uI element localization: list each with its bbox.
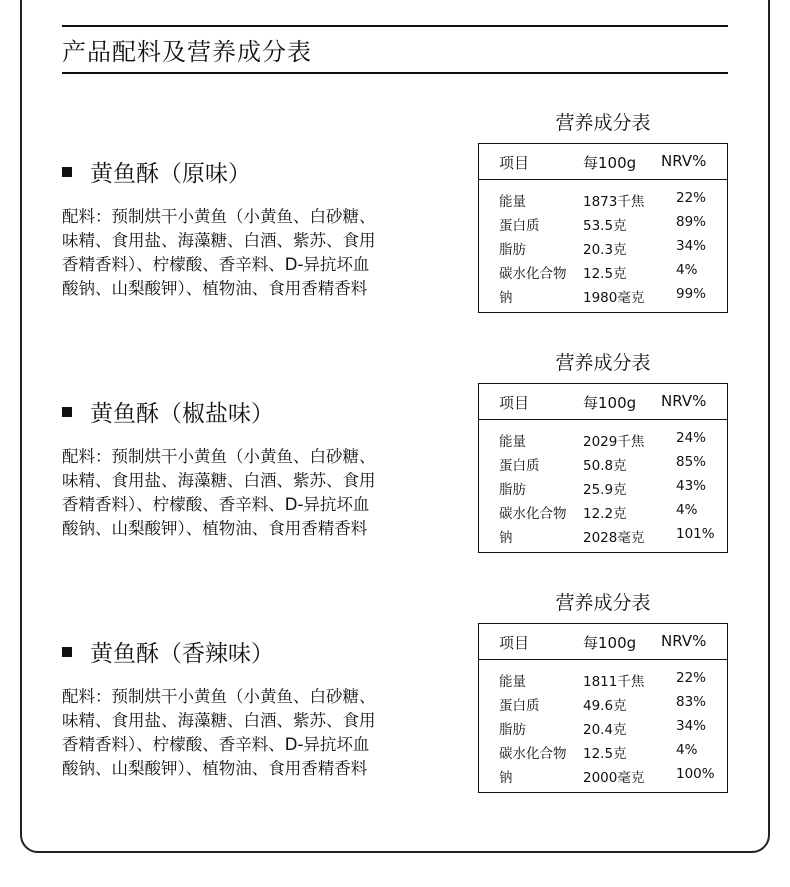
- row-nrv: 24%: [676, 430, 707, 446]
- product-name-text: 黄鱼酥（原味）: [90, 161, 251, 187]
- header-per100g: 每100g: [583, 154, 637, 172]
- nutrition-table-title: 营养成分表: [555, 592, 651, 614]
- row-nrv: 4%: [676, 742, 698, 758]
- row-item: 蛋白质: [499, 458, 540, 474]
- row-nrv: 34%: [676, 238, 707, 254]
- row-item: 能量: [499, 434, 526, 450]
- row-nrv: 101%: [676, 526, 715, 542]
- product-name: [62, 635, 274, 668]
- row-value: 12.5克: [583, 266, 627, 282]
- nutrition-table: [478, 623, 728, 793]
- header-nrv: NRV%: [661, 632, 707, 650]
- row-nrv: 43%: [676, 478, 707, 494]
- row-item: 脂肪: [499, 482, 526, 498]
- row-value: 25.9克: [583, 482, 627, 498]
- row-value: 20.3克: [583, 242, 627, 258]
- row-value: 53.5克: [583, 218, 627, 234]
- row-nrv: 85%: [676, 454, 707, 470]
- row-nrv: 4%: [676, 262, 698, 278]
- table-row: [479, 262, 727, 286]
- table-row: [479, 766, 727, 790]
- product-name: [62, 155, 251, 188]
- header-item: 项目: [499, 634, 530, 652]
- table-row: [479, 238, 727, 262]
- product-name-text: 黄鱼酥（椒盐味）: [90, 401, 274, 427]
- ingredients-text: 配料：预制烘干小黄鱼（小黄鱼、白砂糖、 味精、食用盐、海藻糖、白酒、紫苏、食用 香精香料）、柠檬酸、香辛料、D-异抗坏血 酸钠、山梨酸钾）、植物油、食用香精香料: [62, 687, 376, 778]
- product-name-text: 黄鱼酥（香辣味）: [90, 641, 274, 667]
- table-row: [479, 214, 727, 238]
- row-item: 碳水化合物: [499, 506, 567, 522]
- nutrition-table: [478, 383, 728, 553]
- row-item: 蛋白质: [499, 218, 540, 234]
- row-nrv: 99%: [676, 286, 707, 302]
- table-row: [479, 286, 727, 310]
- table-row: [479, 694, 727, 718]
- row-nrv: 100%: [676, 766, 715, 782]
- row-value: 12.5克: [583, 746, 627, 762]
- row-item: 碳水化合物: [499, 266, 567, 282]
- row-nrv: 83%: [676, 694, 707, 710]
- nutrition-table: [478, 143, 728, 313]
- product-name: [62, 395, 274, 428]
- table-row: [479, 742, 727, 766]
- row-value: 20.4克: [583, 722, 627, 738]
- row-value: 1873千焦: [583, 194, 645, 210]
- header-per100g: 每100g: [583, 394, 637, 412]
- table-row: [479, 430, 727, 454]
- header-top-rule: [62, 25, 728, 27]
- header-per100g: 每100g: [583, 634, 637, 652]
- page-title: 产品配料及营养成分表: [62, 38, 312, 66]
- bullet-square-icon: [62, 167, 72, 177]
- row-nrv: 34%: [676, 718, 707, 734]
- nutrition-table-header: [479, 144, 727, 180]
- row-nrv: 89%: [676, 214, 707, 230]
- row-item: 碳水化合物: [499, 746, 567, 762]
- header-bottom-rule: [62, 72, 728, 74]
- row-value: 1811千焦: [583, 674, 645, 690]
- nutrition-table-title: 营养成分表: [555, 352, 651, 374]
- row-item: 能量: [499, 194, 526, 210]
- header-nrv: NRV%: [661, 392, 707, 410]
- row-item: 钠: [499, 770, 513, 786]
- row-nrv: 4%: [676, 502, 698, 518]
- row-item: 蛋白质: [499, 698, 540, 714]
- row-item: 脂肪: [499, 722, 526, 738]
- row-item: 脂肪: [499, 242, 526, 258]
- row-item: 钠: [499, 290, 513, 306]
- table-row: [479, 454, 727, 478]
- ingredients-text: 配料：预制烘干小黄鱼（小黄鱼、白砂糖、 味精、食用盐、海藻糖、白酒、紫苏、食用 香精香料）、柠檬酸、香辛料、D-异抗坏血 酸钠、山梨酸钾）、植物油、食用香精香料: [62, 207, 376, 298]
- table-row: [479, 502, 727, 526]
- row-nrv: 22%: [676, 190, 707, 206]
- nutrition-table-header: [479, 384, 727, 420]
- row-item: 能量: [499, 674, 526, 690]
- nutrition-table-header: [479, 624, 727, 660]
- table-row: [479, 478, 727, 502]
- row-item: 钠: [499, 530, 513, 546]
- table-row: [479, 718, 727, 742]
- ingredients-text: 配料：预制烘干小黄鱼（小黄鱼、白砂糖、 味精、食用盐、海藻糖、白酒、紫苏、食用 香精香料）、柠檬酸、香辛料、D-异抗坏血 酸钠、山梨酸钾）、植物油、食用香精香料: [62, 447, 376, 538]
- nutrition-table-title: 营养成分表: [555, 112, 651, 134]
- header-nrv: NRV%: [661, 152, 707, 170]
- row-value: 2000毫克: [583, 770, 645, 786]
- row-nrv: 22%: [676, 670, 707, 686]
- table-row: [479, 670, 727, 694]
- row-value: 50.8克: [583, 458, 627, 474]
- bullet-square-icon: [62, 407, 72, 417]
- table-row: [479, 190, 727, 214]
- row-value: 12.2克: [583, 506, 627, 522]
- row-value: 49.6克: [583, 698, 627, 714]
- header-item: 项目: [499, 154, 530, 172]
- row-value: 1980毫克: [583, 290, 645, 306]
- row-value: 2028毫克: [583, 530, 645, 546]
- bullet-square-icon: [62, 647, 72, 657]
- header-item: 项目: [499, 394, 530, 412]
- row-value: 2029千焦: [583, 434, 645, 450]
- table-row: [479, 526, 727, 550]
